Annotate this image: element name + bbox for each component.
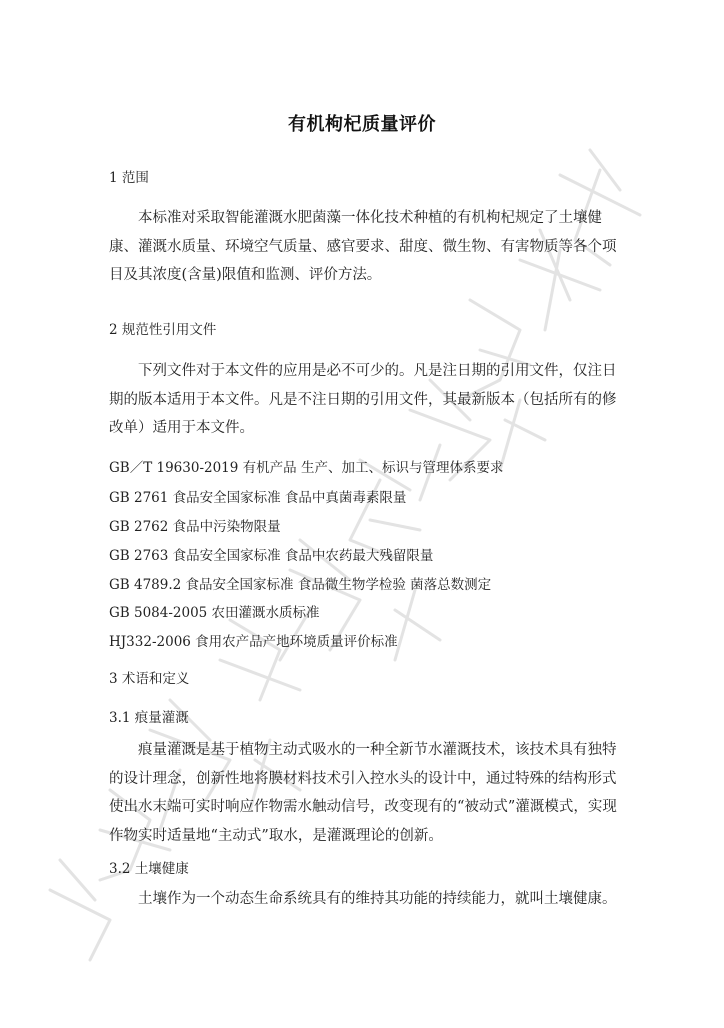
- section-2-text: 下列文件对于本文件的应用是必不可少的。凡是注日期的引用文件，仅注日期的版本适用于本文件。凡是不注日期的引用文件，其最新版本（包括所有的修改单）适用于本文件。: [109, 363, 617, 436]
- section-2-heading: 2 规范性引用文件: [109, 322, 217, 338]
- section-1-paragraph: [109, 204, 617, 290]
- section-3-2-paragraph: [109, 885, 617, 914]
- document-title: 有机枸杞质量评价: [288, 114, 436, 135]
- reference-item: GB 2761 食品安全国家标准 食品中真菌毒素限量: [109, 490, 407, 506]
- reference-item: HJ332-2006 食用农产品产地环境质量评价标准: [109, 634, 398, 650]
- section-3-1-heading: 3.1 痕量灌溉: [109, 710, 189, 726]
- section-1-text: 本标准对采取智能灌溉水肥菌藻一体化技术种植的有机枸杞规定了土壤健康、灌溉水质量、环境空气质量、感官要求、甜度、微生物、有害物质等各个项目及其浓度(含量)限值和监测、评价方法。: [109, 210, 617, 283]
- reference-item: GB 5084-2005 农田灌溉水质标准: [109, 605, 320, 621]
- section-3-2-text: 土壤作为一个动态生命系统具有的维持其功能的持续能力，就叫土壤健康。: [138, 891, 617, 907]
- reference-item: GB 2762 食品中污染物限量: [109, 519, 281, 535]
- section-3-1-paragraph: [109, 736, 617, 850]
- section-2-paragraph: [109, 357, 617, 443]
- reference-item: GB 2763 食品安全国家标准 食品中农药最大残留限量: [109, 548, 434, 564]
- reference-item: GB 4789.2 食品安全国家标准 食品微生物学检验 菌落总数测定: [109, 577, 492, 593]
- section-3-1-text: 痕量灌溉是基于植物主动式吸水的一种全新节水灌溉技术，该技术具有独特的设计理念，创新性地将膜材料技术引入控水头的设计中，通过特殊的结构形式使出水末端可实时响应作物需水触动信号，改变现有的“被动式”灌溉模式，实现作物实时适量地“主动式”取水，是灌溉理论的创新。: [109, 742, 617, 844]
- section-3-heading: 3 术语和定义: [109, 671, 190, 687]
- section-3-2-heading: 3.2 土壤健康: [109, 861, 189, 877]
- reference-item: GB／T 19630-2019 有机产品 生产、加工、标识与管理体系要求: [109, 460, 504, 476]
- section-1-heading: 1 范围: [109, 170, 149, 186]
